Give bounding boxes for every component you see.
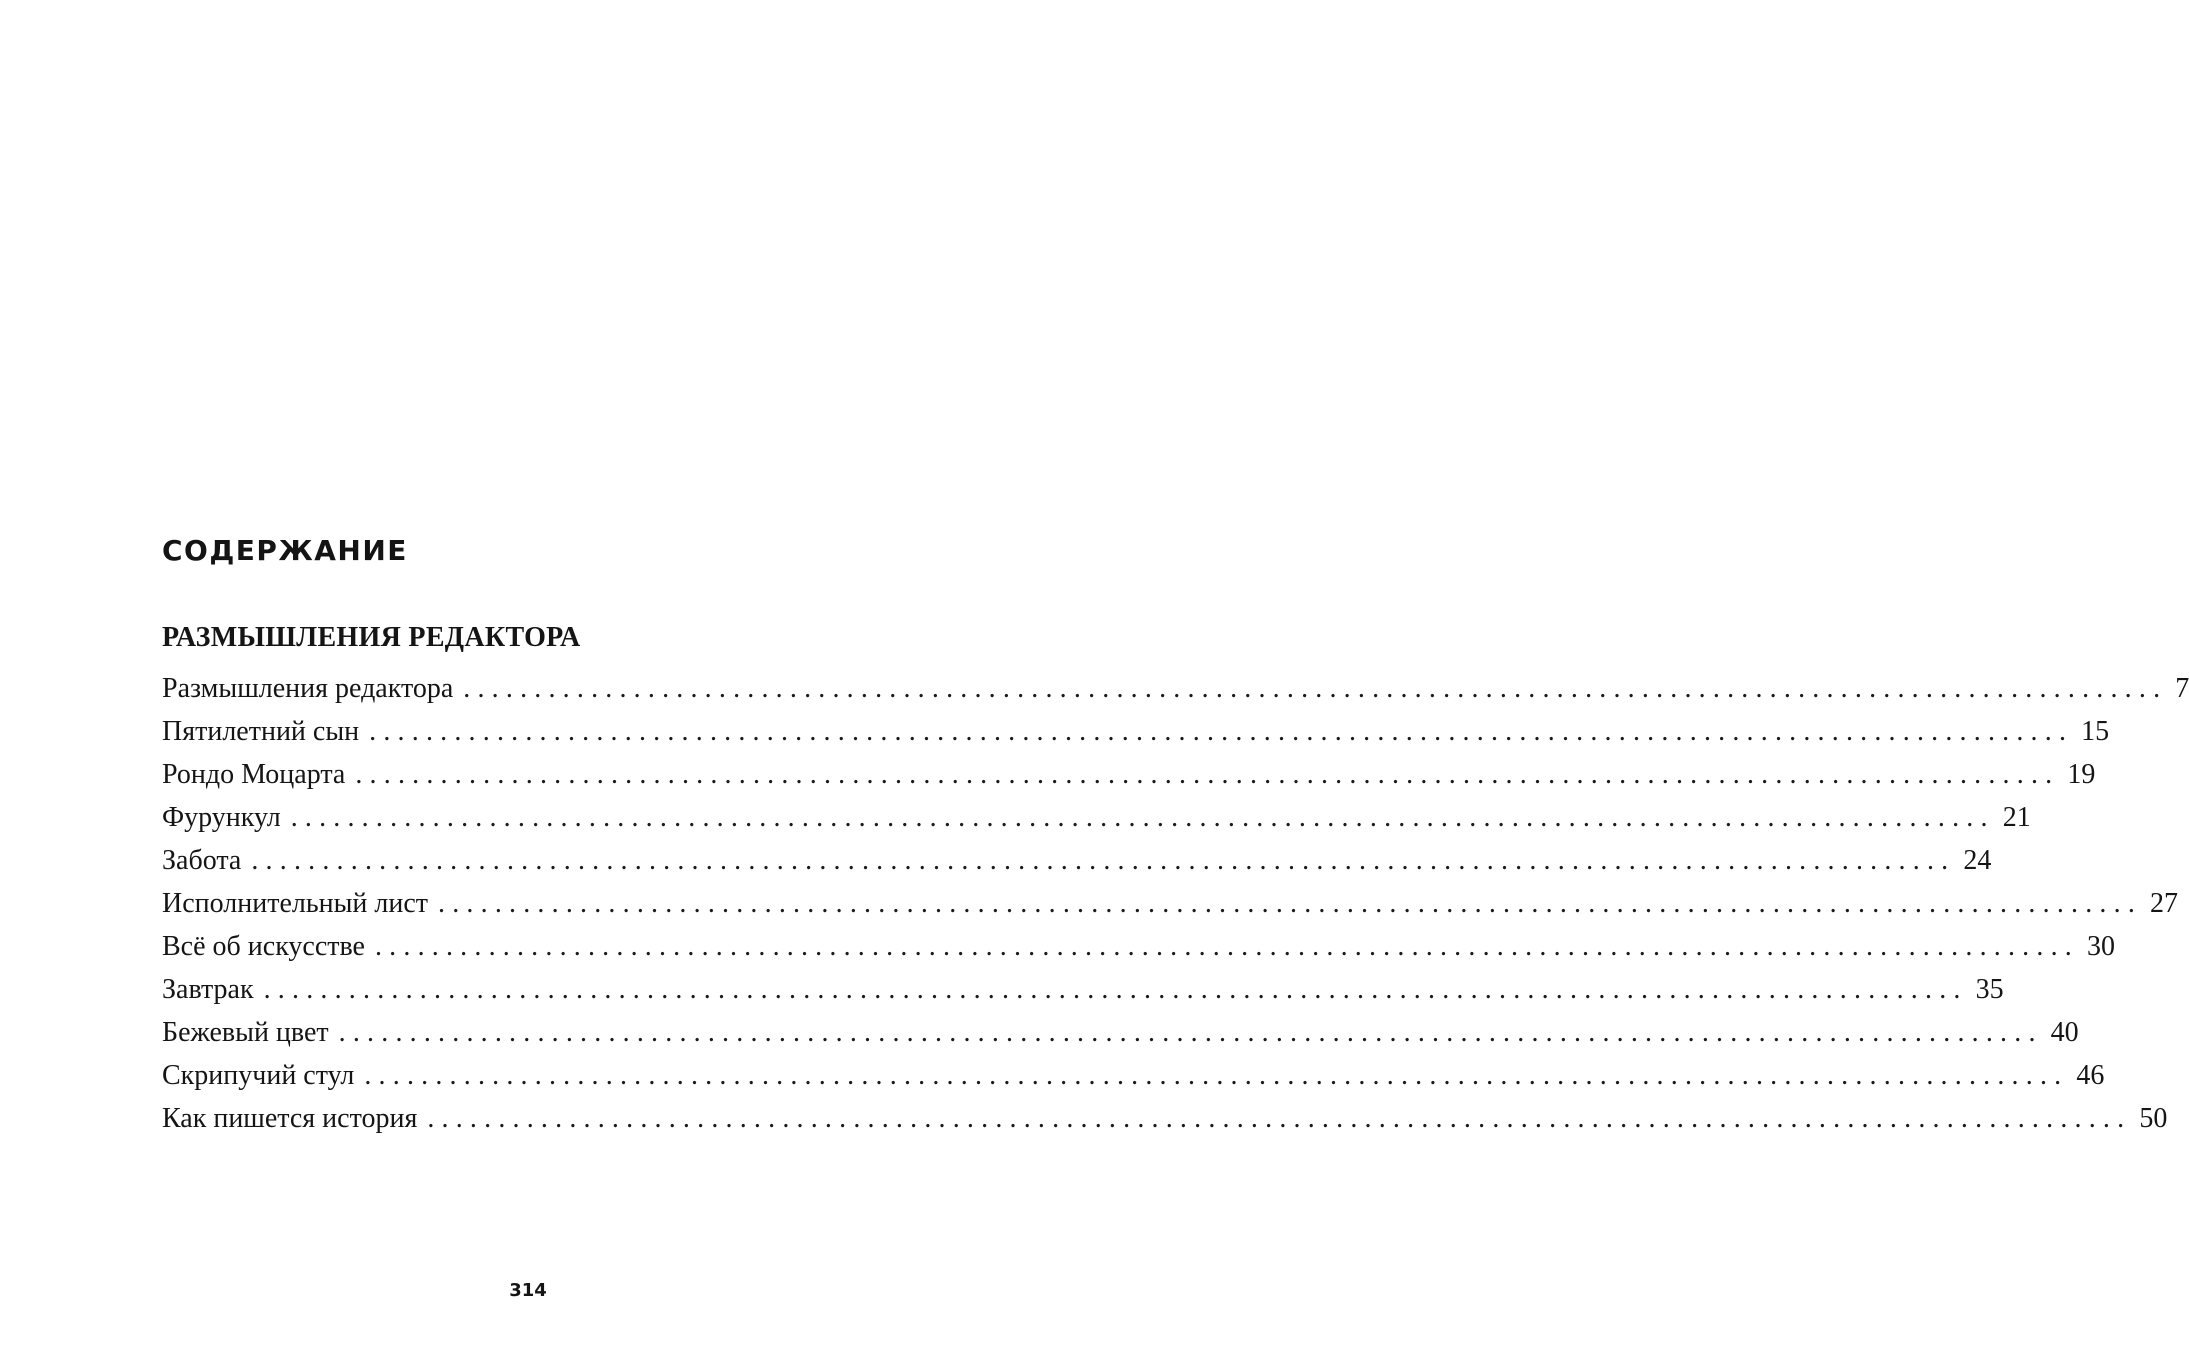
dot-leader: ........................................................................................................................ xyxy=(338,1017,2043,1048)
toc-entry-title: Скрипучий стул xyxy=(162,1060,355,1091)
toc-entry-title: Фурункул xyxy=(162,802,281,833)
toc-entry[interactable] xyxy=(162,1097,2168,1140)
toc-entry-title: Пятилетний сын xyxy=(162,716,360,747)
toc-entry[interactable] xyxy=(162,796,2031,839)
toc-entry-page: 40 xyxy=(2050,1017,2079,1048)
toc-entry[interactable] xyxy=(162,753,2096,796)
toc-entry[interactable] xyxy=(162,1011,2079,1054)
toc-entry[interactable] xyxy=(162,839,1992,882)
toc-entry-title: Размышления редактора xyxy=(162,673,454,704)
contents-heading: СОДЕРЖАНИЕ xyxy=(162,534,408,567)
page-number: 314 xyxy=(509,1280,547,1301)
toc-entry-page: 35 xyxy=(1975,974,2004,1005)
toc-entry-title: Забота xyxy=(162,845,242,876)
dot-leader: ........................................................................................................................ xyxy=(438,888,2143,919)
toc-entry-page: 46 xyxy=(2076,1060,2105,1091)
toc-entry-page: 50 xyxy=(2139,1103,2168,1134)
toc-entry-page: 7 xyxy=(2175,673,2189,704)
toc-entry[interactable] xyxy=(162,1054,2105,1097)
toc-entry-title: Исполнительный лист xyxy=(162,888,429,919)
toc-list xyxy=(162,667,2189,1140)
dot-leader: ........................................................................................................................ xyxy=(427,1103,2132,1134)
toc-entry-title: Как пишется история xyxy=(162,1103,418,1134)
toc-entry[interactable] xyxy=(162,710,2110,753)
toc-entry-title: Бежевый цвет xyxy=(162,1017,329,1048)
dot-leader: ........................................................................................................................ xyxy=(355,759,2060,790)
toc-entry[interactable] xyxy=(162,882,2179,925)
dot-leader: ........................................................................................................................ xyxy=(290,802,1995,833)
toc-entry-page: 15 xyxy=(2081,716,2110,747)
toc-entry[interactable] xyxy=(162,667,2189,710)
section-title: РАЗМЫШЛЕНИЯ РЕДАКТОРА xyxy=(162,622,581,653)
toc-entry-title: Рондо Моцарта xyxy=(162,759,346,790)
dot-leader: ........................................................................................................................ xyxy=(251,845,1956,876)
dot-leader: ........................................................................................................................ xyxy=(374,931,2079,962)
toc-entry-page: 24 xyxy=(1963,845,1992,876)
toc-entry-page: 21 xyxy=(2002,802,2031,833)
dot-leader: ........................................................................................................................ xyxy=(364,1060,2069,1091)
toc-entry-page: 27 xyxy=(2150,888,2179,919)
dot-leader: ........................................................................................................................ xyxy=(263,974,1968,1005)
toc-entry[interactable] xyxy=(162,925,2115,968)
toc-entry-title: Завтрак xyxy=(162,974,254,1005)
toc-entry-page: 30 xyxy=(2086,931,2115,962)
dot-leader: ........................................................................................................................ xyxy=(369,716,2074,747)
toc-entry[interactable] xyxy=(162,968,2004,1011)
toc-entry-page: 19 xyxy=(2067,759,2096,790)
dot-leader: ........................................................................................................................ xyxy=(463,673,2168,704)
toc-entry-title: Всё об искусстве xyxy=(162,931,365,962)
